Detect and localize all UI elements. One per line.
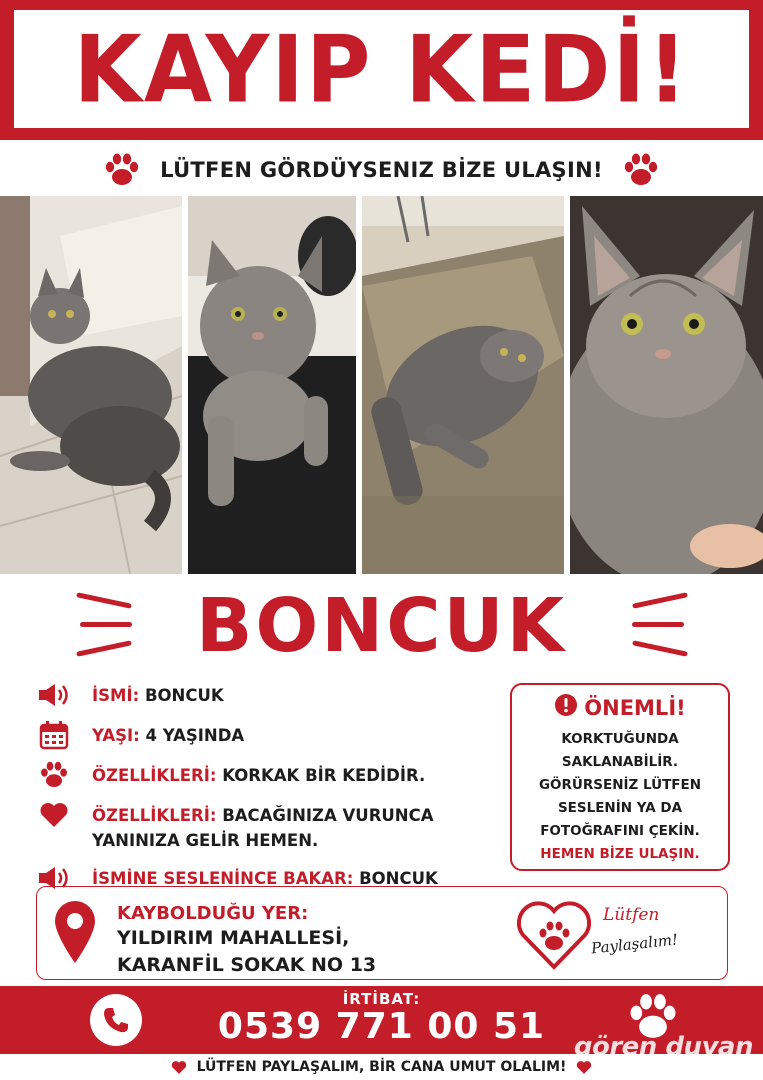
important-line: SESLENİN YA DA <box>557 800 683 816</box>
cat-photo-closeup <box>570 196 763 574</box>
alert-icon <box>554 693 578 722</box>
cat-name: BONCUK <box>196 583 567 669</box>
important-line: GÖRÜRSENİZ LÜTFEN <box>538 777 702 793</box>
paw-icon <box>621 152 661 188</box>
info-label: İSMİNE SESLENİNCE BAKAR: <box>92 869 354 888</box>
location-line-1: YILDIRIM MAHALLESİ, <box>117 927 350 949</box>
important-line: SAKLANABİLİR. <box>561 754 679 770</box>
decor-dash <box>632 622 684 627</box>
info-value: KORKAK BİR KEDİDİR. <box>222 766 426 785</box>
bottom-text: LÜTFEN PAYLAŞALIM, BİR CANA UMUT OLALIM! <box>196 1059 567 1075</box>
contact-phone[interactable]: 0539 771 00 51 <box>217 1006 546 1047</box>
page-title: KAYIP KEDİ! <box>73 14 690 124</box>
header-banner <box>0 0 763 140</box>
paw-icon <box>102 152 142 188</box>
watermark: gören duyan <box>573 1032 753 1062</box>
photo-strip <box>0 196 763 574</box>
important-cta: HEMEN BİZE ULAŞIN. <box>540 846 700 862</box>
calendar-icon <box>36 720 72 750</box>
info-value: BONCUK <box>359 869 438 888</box>
info-item-age <box>36 720 506 750</box>
location-pin-icon <box>53 899 97 969</box>
cat-name-row <box>0 578 763 674</box>
important-line: KORKTUĞUNDA <box>561 731 679 747</box>
info-item-trait-2 <box>36 800 506 853</box>
location-label: KAYBOLDUĞU YER: <box>117 903 309 924</box>
heart-icon <box>36 800 72 830</box>
share-text-1: Lütfen <box>603 905 660 925</box>
header-inner <box>14 10 749 128</box>
share-text-2: Paylaşalım! <box>590 930 679 958</box>
cat-photo-lying-on-tiles <box>0 196 182 574</box>
important-line: FOTOĞRAFINI ÇEKİN. <box>540 823 700 839</box>
heart-paw-icon <box>515 897 593 971</box>
location-line-2: KARANFİL SOKAK NO 13 <box>117 954 377 976</box>
speaker-icon <box>36 680 72 710</box>
info-value: BACAĞINIZA VURUNCA YANINIZA GELİR HEMEN. <box>92 806 434 850</box>
info-item-name <box>36 680 506 710</box>
info-label: ÖZELLİKLERİ: <box>92 806 217 825</box>
info-item-trait <box>36 760 506 790</box>
location-box <box>36 886 728 980</box>
info-value: BONCUK <box>144 686 224 705</box>
info-value: 4 YAŞINDA <box>145 726 245 745</box>
heart-icon <box>171 1060 187 1075</box>
info-label: YAŞI: <box>92 726 140 745</box>
info-list <box>36 680 506 903</box>
cat-photo-rolling-on-rug <box>362 196 564 574</box>
paw-icon <box>36 760 72 790</box>
subtitle: LÜTFEN GÖRDÜYSENIZ BİZE ULAŞIN! <box>160 158 603 182</box>
cat-photo-held-by-person <box>188 196 356 574</box>
share-badge <box>515 893 715 975</box>
info-label: İSMİ: <box>92 686 140 705</box>
important-title: ÖNEMLİ! <box>584 695 686 720</box>
contact-label: İRTİBAT: <box>342 990 421 1008</box>
info-label: ÖZELLİKLERİ: <box>92 766 217 785</box>
important-box <box>510 683 730 871</box>
subtitle-row <box>0 148 763 192</box>
